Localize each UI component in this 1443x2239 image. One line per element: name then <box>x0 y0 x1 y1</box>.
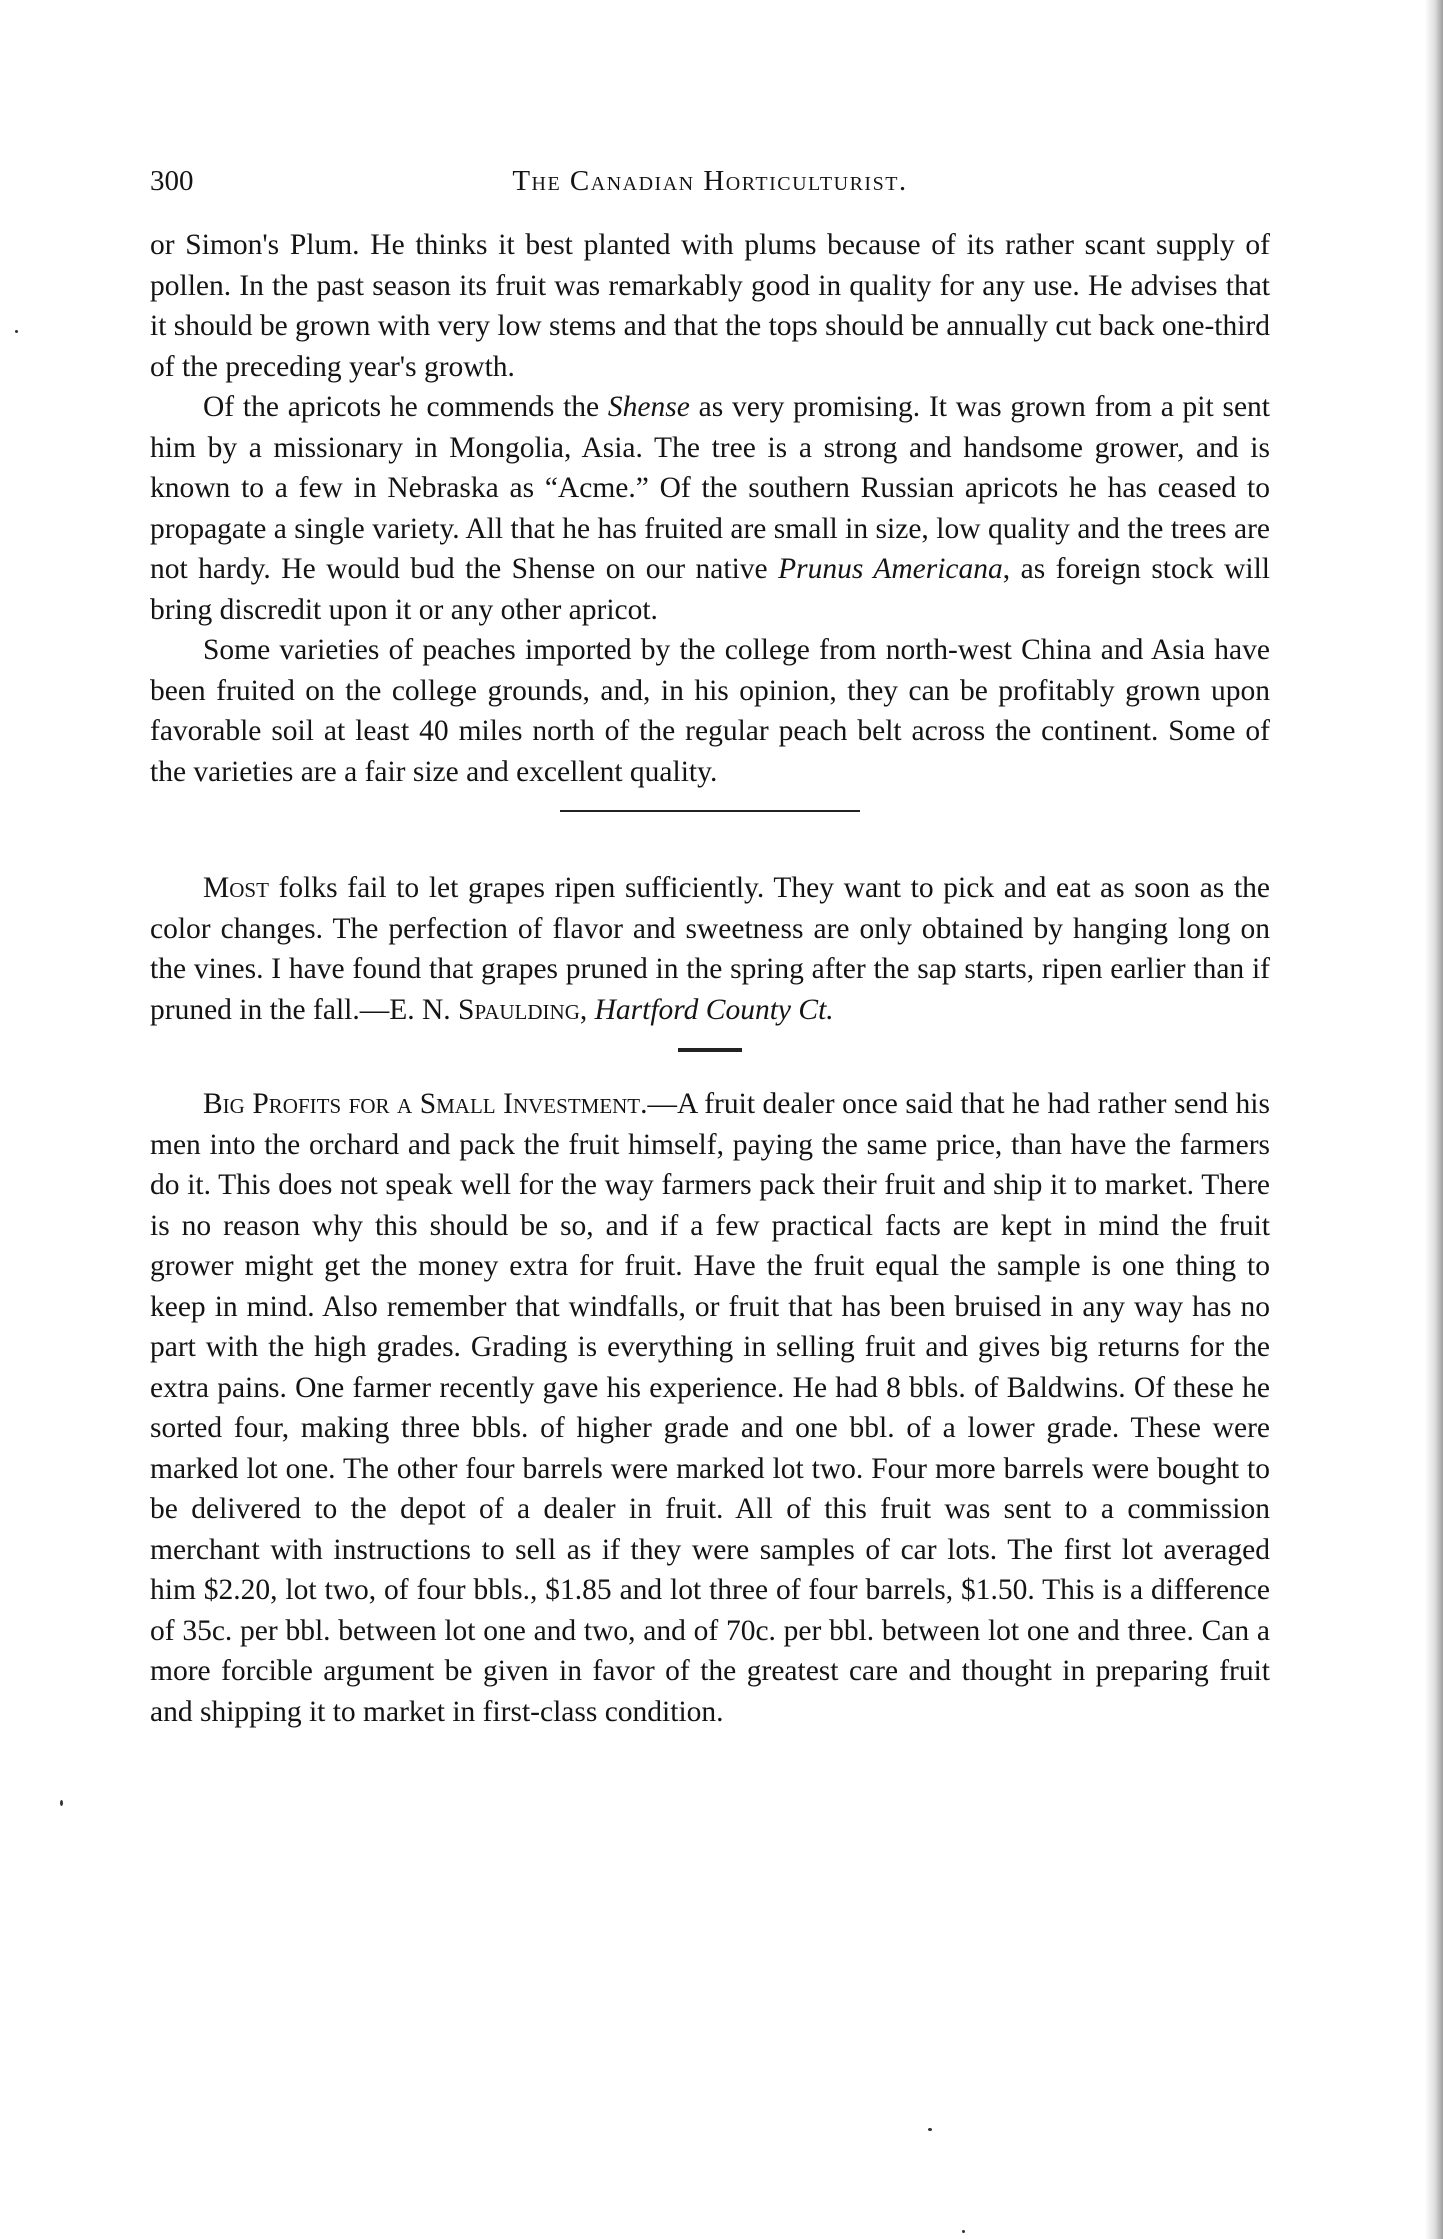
running-title: The Canadian Horticulturist. <box>512 165 908 197</box>
paragraph-simons-plum: or Simon's Plum. He thinks it best planted with plums because of its rather scant supply of pollen. In the past season its fruit was remarkably good in quality for any use. He advises that it should be grown with very low stems and that the tops should be annually cut back one-third of the preceding year's growth. <box>150 229 1270 383</box>
apricots-text-b: as very promising. It was grown from a pit sent him by a missionary in Mongolia, Asia. The tree is a strong and handsome grower, and is known to a few in Nebraska as “Acme.” Of the southern Russian apricots he has ceased to propagate a single variety. All that he has fruited are small in size, low quality and the trees are not hardy. He would bud the Shense on our native <box>150 391 1270 585</box>
apricots-text-a: Of the apricots he commends the <box>203 391 608 423</box>
big-profits-title: Big Profits for a Small Investment. <box>203 1088 648 1120</box>
shense-variety: Shense <box>607 391 690 423</box>
short-divider <box>678 1048 742 1052</box>
scan-speck <box>928 2128 932 2131</box>
article-body <box>150 225 1270 1732</box>
grapes-location: Hartford County Ct. <box>594 993 834 1026</box>
grapes-author: Spaulding <box>458 993 580 1026</box>
scan-speck <box>15 330 18 333</box>
apricots-text-c: , as foreign stock will bring discredit upon it or any other apricot. <box>150 553 1270 626</box>
page-header <box>150 165 1270 211</box>
big-profits-text: —A fruit dealer once said that he had rather send his men into the orchard and pack the fruit himself, paying the same price, than have the farmers do it. This does not speak well for the way farmers pack their fruit and ship it to market. There is no reason why this should be so, and if a few practical facts are kept in mind the fruit grower might get the money extra for fruit. Have the fruit equal the sample is one thing to keep in mind. Also remember that windfalls, or fruit that has been bruised in any way has no part with the high grades. Grading is everything in selling fruit and gives big returns for the extra pains. One farmer recently gave his experience. He had 8 bbls. of Baldwins. Of these he sorted four, making three bbls. of higher grade and one bbl. of a lower grade. These were marked lot one. The other four barrels were marked lot two. Four more barrels were bought to be delivered to the depot of a dealer in fruit. All of this fruit was sent to a commission merchant with instructions to sell as if they were samples of car lots. The first lot averaged him $2.20, lot two, of four bbls., $1.85 and lot three of four barrels, $1.50. This is a difference of 35c. per bbl. between lot one and two, and of 70c. per bbl. between lot one and three. Can a more forcible argument be given in favor of the greatest care and thought in preparing fruit and shipping it to market in first-class condition. <box>150 1088 1270 1728</box>
prunus-americana: Prunus Americana <box>778 553 1003 585</box>
section-divider <box>560 810 860 812</box>
scan-speck <box>60 1800 63 1806</box>
paragraph-big-profits <box>150 1084 1270 1732</box>
grapes-text: folks fail to let grapes ripen sufficiently. They want to pick and eat as soon as the color changes. The perfection of flavor and sweetness are only obtained by hanging long on the vines. I have found that grapes pruned in the spring after the sap starts, ripen earlier than if pruned in the fall.—E. N. <box>150 872 1270 1026</box>
grapes-comma: , <box>579 993 595 1026</box>
page-number: 300 <box>150 165 194 197</box>
paragraph-apricots <box>150 387 1270 630</box>
paragraph-peaches: Some varieties of peaches imported by the college from north-west China and Asia have been fruited on the college grounds, and, in his opinion, they can be profitably grown upon favorable soil at least 40 miles north of the regular peach belt across the continent. Some of the varieties are a fair size and excellent quality. <box>150 634 1270 788</box>
page-edge-shadow <box>1425 0 1443 2239</box>
grapes-lead-word: Most <box>203 872 269 904</box>
paragraph-grapes <box>150 868 1270 1030</box>
scan-speck <box>962 2230 965 2233</box>
